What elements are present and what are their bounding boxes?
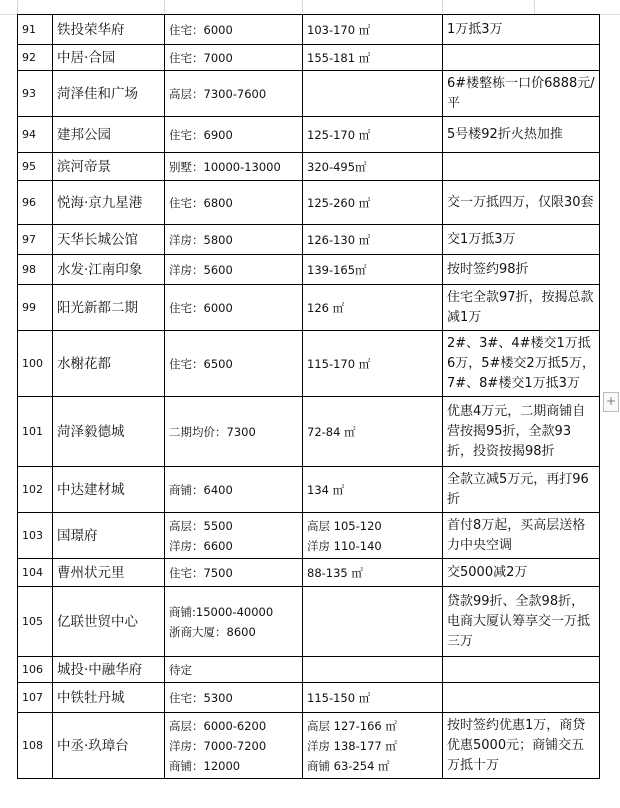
price-line: 住宅：6900 <box>169 127 233 142</box>
promotion-cell <box>443 45 600 71</box>
price-cell <box>165 467 303 513</box>
table-row <box>18 713 600 779</box>
table-row <box>18 397 600 467</box>
price-cell <box>165 657 303 683</box>
price-line: 二期均价：7300 <box>169 424 256 439</box>
project-name: 铁投荣华府 <box>53 15 165 45</box>
price-cell <box>165 683 303 713</box>
price-cell <box>165 559 303 587</box>
promotion-cell <box>443 683 600 713</box>
promotion-cell: 5号楼92折火热加推 <box>443 117 600 153</box>
promotion-cell: 交5000减2万 <box>443 559 600 587</box>
table-row <box>18 71 600 117</box>
price-line: 商铺:15000-40000 <box>169 604 274 619</box>
area-line: 88-135 ㎡ <box>307 565 363 580</box>
row-number: 102 <box>18 467 53 513</box>
area-cell <box>303 225 443 255</box>
project-name: 建邦公园 <box>53 117 165 153</box>
row-number: 96 <box>18 181 53 225</box>
area-cell <box>303 467 443 513</box>
price-cell <box>165 713 303 779</box>
price-line: 住宅：6500 <box>169 356 233 371</box>
price-cell <box>165 513 303 559</box>
promotion-cell: 1万抵3万 <box>443 15 600 45</box>
price-line: 住宅：6000 <box>169 22 233 37</box>
price-line: 洋房：5600 <box>169 262 233 277</box>
project-name: 阳光新都二期 <box>53 285 165 331</box>
row-number: 95 <box>18 153 53 181</box>
project-name: 国璟府 <box>53 513 165 559</box>
table-row <box>18 117 600 153</box>
price-line: 洋房：5800 <box>169 232 233 247</box>
table-row <box>18 285 600 331</box>
table-row <box>18 153 600 181</box>
area-cell <box>303 255 443 285</box>
project-name: 中居·合园 <box>53 45 165 71</box>
project-name: 曹州状元里 <box>53 559 165 587</box>
listing-table <box>17 14 600 779</box>
table-row <box>18 467 600 513</box>
area-line: 139-165㎡ <box>307 262 367 277</box>
promotion-cell: 住宅全款97折，按揭总款减1万 <box>443 285 600 331</box>
row-number: 93 <box>18 71 53 117</box>
area-line: 商铺 63-254 ㎡ <box>307 758 390 773</box>
row-number: 103 <box>18 513 53 559</box>
price-cell <box>165 153 303 181</box>
price-line: 住宅：7500 <box>169 565 233 580</box>
row-number: 92 <box>18 45 53 71</box>
row-number: 91 <box>18 15 53 45</box>
promotion-cell <box>443 153 600 181</box>
project-name: 城投·中融华府 <box>53 657 165 683</box>
promotion-cell: 全款立减5万元，再打96折 <box>443 467 600 513</box>
project-name: 水榭花都 <box>53 331 165 397</box>
table-row <box>18 587 600 657</box>
table-add-column-handle[interactable]: + <box>603 392 619 412</box>
price-line: 待定 <box>169 662 192 677</box>
price-line: 住宅：6800 <box>169 195 233 210</box>
table-row <box>18 45 600 71</box>
table-row <box>18 225 600 255</box>
price-line: 高层：6000-6200 <box>169 718 267 733</box>
area-line: 126-130 ㎡ <box>307 232 371 247</box>
price-cell <box>165 117 303 153</box>
promotion-cell: 贷款99折、全款98折，电商大厦认筹享交一万抵三万 <box>443 587 600 657</box>
area-line: 126 ㎡ <box>307 300 345 315</box>
column-guide <box>534 0 535 14</box>
row-number: 106 <box>18 657 53 683</box>
price-cell <box>165 587 303 657</box>
project-name: 菏泽佳和广场 <box>53 71 165 117</box>
row-number: 97 <box>18 225 53 255</box>
project-name: 水发·江南印象 <box>53 255 165 285</box>
price-line: 商铺：12000 <box>169 758 241 773</box>
area-line: 高层 105-120 <box>307 518 382 533</box>
project-name: 悦海·京九星港 <box>53 181 165 225</box>
area-cell <box>303 15 443 45</box>
promotion-cell <box>443 657 600 683</box>
area-cell <box>303 713 443 779</box>
row-number: 104 <box>18 559 53 587</box>
table-row <box>18 255 600 285</box>
table-row <box>18 513 600 559</box>
promotion-cell: 按时签约98折 <box>443 255 600 285</box>
price-line: 洋房：6600 <box>169 538 233 553</box>
row-number: 105 <box>18 587 53 657</box>
project-name: 中铁牡丹城 <box>53 683 165 713</box>
area-cell <box>303 181 443 225</box>
area-cell <box>303 45 443 71</box>
area-cell <box>303 285 443 331</box>
area-line: 125-260 ㎡ <box>307 195 371 210</box>
price-cell <box>165 15 303 45</box>
project-name: 中达建材城 <box>53 467 165 513</box>
row-number: 100 <box>18 331 53 397</box>
project-name: 中丞·玖璋台 <box>53 713 165 779</box>
price-cell <box>165 285 303 331</box>
price-line: 洋房：7000-7200 <box>169 738 267 753</box>
area-cell <box>303 117 443 153</box>
price-line: 高层：7300-7600 <box>169 86 267 101</box>
price-line: 住宅：7000 <box>169 50 233 65</box>
area-cell <box>303 559 443 587</box>
area-cell <box>303 683 443 713</box>
area-line: 134 ㎡ <box>307 482 345 497</box>
column-guide <box>302 0 303 14</box>
price-line: 高层：5500 <box>169 518 233 533</box>
area-cell <box>303 587 443 657</box>
project-name: 滨河帝景 <box>53 153 165 181</box>
table-row <box>18 559 600 587</box>
table-body <box>18 15 600 779</box>
area-line: 72-84 ㎡ <box>307 424 356 439</box>
promotion-cell: 6#楼整栋一口价6888元/平 <box>443 71 600 117</box>
promotion-cell: 优惠4万元，二期商铺自营按揭95折，全款93折，投资按揭98折 <box>443 397 600 467</box>
row-number: 108 <box>18 713 53 779</box>
row-number: 94 <box>18 117 53 153</box>
price-cell <box>165 71 303 117</box>
area-cell <box>303 153 443 181</box>
page-top-edge <box>0 0 620 15</box>
project-name: 菏泽毅德城 <box>53 397 165 467</box>
promotion-cell: 2#、3#、4#楼交1万抵6万，5#楼交2万抵5万，7#、8#楼交1万抵3万 <box>443 331 600 397</box>
price-cell <box>165 397 303 467</box>
price-cell <box>165 331 303 397</box>
table-row <box>18 331 600 397</box>
project-name: 亿联世贸中心 <box>53 587 165 657</box>
price-line: 别墅：10000-13000 <box>169 159 281 174</box>
table-row <box>18 15 600 45</box>
price-cell <box>165 181 303 225</box>
promotion-cell: 交1万抵3万 <box>443 225 600 255</box>
column-guide <box>442 0 443 14</box>
area-cell <box>303 397 443 467</box>
row-number: 107 <box>18 683 53 713</box>
area-cell <box>303 657 443 683</box>
area-line: 洋房 138-177 ㎡ <box>307 738 397 753</box>
price-cell <box>165 45 303 71</box>
row-number: 98 <box>18 255 53 285</box>
table-row <box>18 657 600 683</box>
promotion-cell: 按时签约优惠1万，商贷优惠5000元；商铺交五万抵十万 <box>443 713 600 779</box>
promotion-cell: 首付8万起，买高层送格力中央空调 <box>443 513 600 559</box>
price-line: 商铺：6400 <box>169 482 233 497</box>
project-name: 天华长城公馆 <box>53 225 165 255</box>
table-row <box>18 683 600 713</box>
column-guide <box>17 0 18 14</box>
area-line: 洋房 110-140 <box>307 538 382 553</box>
price-line: 住宅：6000 <box>169 300 233 315</box>
price-cell <box>165 255 303 285</box>
area-line: 115-150 ㎡ <box>307 690 371 705</box>
area-cell <box>303 331 443 397</box>
area-line: 125-170 ㎡ <box>307 127 371 142</box>
area-line: 320-495㎡ <box>307 159 367 174</box>
row-number: 99 <box>18 285 53 331</box>
price-line: 住宅：5300 <box>169 690 233 705</box>
row-number: 101 <box>18 397 53 467</box>
price-cell <box>165 225 303 255</box>
column-guide <box>164 0 165 14</box>
promotion-cell: 交一万抵四万，仅限30套 <box>443 181 600 225</box>
area-line: 155-181 ㎡ <box>307 50 371 65</box>
area-line: 103-170 ㎡ <box>307 22 371 37</box>
price-line: 浙商大厦：8600 <box>169 624 256 639</box>
area-line: 高层 127-166 ㎡ <box>307 718 397 733</box>
area-cell <box>303 71 443 117</box>
area-cell <box>303 513 443 559</box>
area-line: 115-170 ㎡ <box>307 356 371 371</box>
table-row <box>18 181 600 225</box>
